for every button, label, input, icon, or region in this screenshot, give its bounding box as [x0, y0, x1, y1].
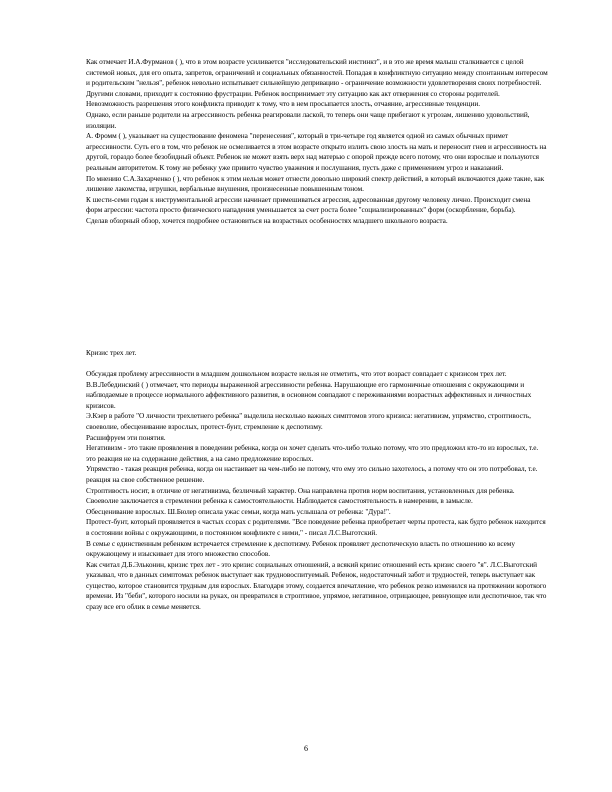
paragraph: В семье с единственным ребенком встречается стремление к деспотизму. Ребенок проявляет деспотическую власть по отношению ко всему окружающему и изыскивает для этого множество способов.	[86, 538, 515, 559]
paragraph: В.В.Лебединский ( ) отмечает, что периоды выраженной агрессивности ребенка. Нарушающие его гармоничные отношения с окружающими и наблюдаемые в процессе нормального аффективного развития, в основном совпадают с переживаниями возрастных аффективных и личностных кризисов.	[86, 379, 532, 410]
paragraph: Э.Кэер в работе "О личности трехлетнего ребенка" выделила несколько важных симптомов этого кризиса: негативизм, упрямство, строптивость, своеволие, обесценивание взрослых, протест-бунт, стремление к деспотизму.	[86, 411, 531, 431]
paragraph: По мнению С.А.Захарченко ( ), что ребенок к этим нельзя может отнести довольно широкий спектр действий, в который включаются даже такие, как лишение лакомства, игрушки, вербальные внушения, произнесенные повышенным тоном.	[86, 173, 545, 194]
page-number: 6	[304, 744, 308, 753]
paragraph: Сделав обзорный обзор, хочется подробнее остановиться на возрастных особенностях младшего школьного возраста.	[86, 215, 448, 225]
paragraph: Как отмечает И.А.Фурманов ( ), что в этом возрасте усиливается "исследовательский инстинкт", и в это же время малыш сталкивается с целой системой новых, для его опыта, запретов, ограничений и социальных обязанностей. Попадая в конфликтную ситуацию между спонтанным интересом и родительским "нельзя", ребенок невольно испытывает сильнейшую депривацию - ограничение возможности удовлетворения своих потребностей. Другими словами, приходит к состоянию фрустрации. Ребенок воспринимает эту ситуацию как акт отвержения со стороны родителей. Невозможность разрешения этого конфликта приводит к тому, что в нем просыпается злость, отчаяние, агрессивные тенденции.	[86, 57, 548, 109]
paragraph: Обесценивание взрослых. Ш.Бюлер описала ужас семьи, когда мать услышала от ребенка: "Дура!".	[86, 506, 391, 516]
body-text-section-1	[86, 57, 548, 227]
paragraph: Однако, если раньше родители на агрессивность ребенка реагировали лаской, то теперь они чаще прибегают к угрозам, лишению удовольствий, изоляции.	[86, 109, 530, 130]
paragraph: Как считал Д.Б.Эльконин, кризис трех лет - это кризис социальных отношений, а всякий кризис отношений есть кризис своего "я". Л.С.Выготский указывал, что в данных симптомах ребенок выступает как трудновоспитуемый. Ребенок, недостаточный забот и трудностей, теперь выступает как существо, которое становится трудным для взрослых. Благодаря этому, создается впечатление, что ребенок резко изменился на протяжении короткого времени. Из "беби", которого носили на руках, он превратился в строптивое, упрямое, негативное, отрицающее, ревнующее или деспотичное, так что сразу все его облик в семье меняется.	[86, 559, 547, 612]
section-heading: Кризис трех лет.	[86, 348, 137, 357]
paragraph: Строптивость носит, в отличие от негативизма, безличный характер. Она направлена против норм воспитания, установленных для ребенка.	[86, 485, 515, 495]
body-text-section-2	[86, 369, 548, 613]
paragraph: Обсуждая проблему агрессивности в младшем дошкольном возрасте нельзя не отметить, что этот возраст совпадает с кризисом трех лет.	[86, 369, 507, 378]
paragraph: А. Фромм ( ), указывает на существование феномена "перенесения", который в три-четыре год является одной из самых обычных примет агрессивности. Суть его в том, что ребенок не осмеливается в этом возрасте открыто излить свою злость на мать и переносит гнев и агрессивность на другой, гораздо более безобидный объект. Ребенок не может взять верх над матерью с опорой прежде всего потому, что они взрослые и пользуются реальным авторитетом. К тому же ребенку уже привито чувство уважения и послушания, пусть даже с применением угроз и наказаний.	[86, 131, 547, 172]
section-heading-block	[86, 348, 548, 359]
paragraph: Протест-бунт, который проявляется в частых ссорах с родителями. "Все поведение ребенка приобретает черты протеста, как будто ребенок находится в состоянии войны с окружающими, в постоянном конфликте с ними," - писал Л.С.Выготский.	[86, 517, 546, 537]
paragraph: Своеволие заключается в стремлении ребенка к самостоятельности. Наблюдается самостоятельность в намерении, в замысле.	[86, 496, 473, 506]
paragraph: К шести-семи годам к инструментальной агрессии начинает примешиваться агрессия, адресованная другому человеку лично. Происходит смена форм агрессии: частота просто физического нападения уменьшается за счет роста более "социализированных" форм (оскорбление, борьба).	[86, 194, 531, 215]
paragraph: Негативизм - это такие проявления в поведении ребенка, когда он хочет сделать что-либо только потому, что это предложил кто-то из взрослых, т.е. это реакция не на содержание действия, а на само предложение взрослых.	[86, 443, 539, 463]
paragraph: Упрямство - такая реакция ребенка, когда он настаивает на чем-либо не потому, что ему это сильно захотелось, а потому что он это потребовал, т.е. реакция на свое собственное решение.	[86, 464, 538, 484]
paragraph: Расшифруем эти понятия.	[86, 432, 166, 442]
